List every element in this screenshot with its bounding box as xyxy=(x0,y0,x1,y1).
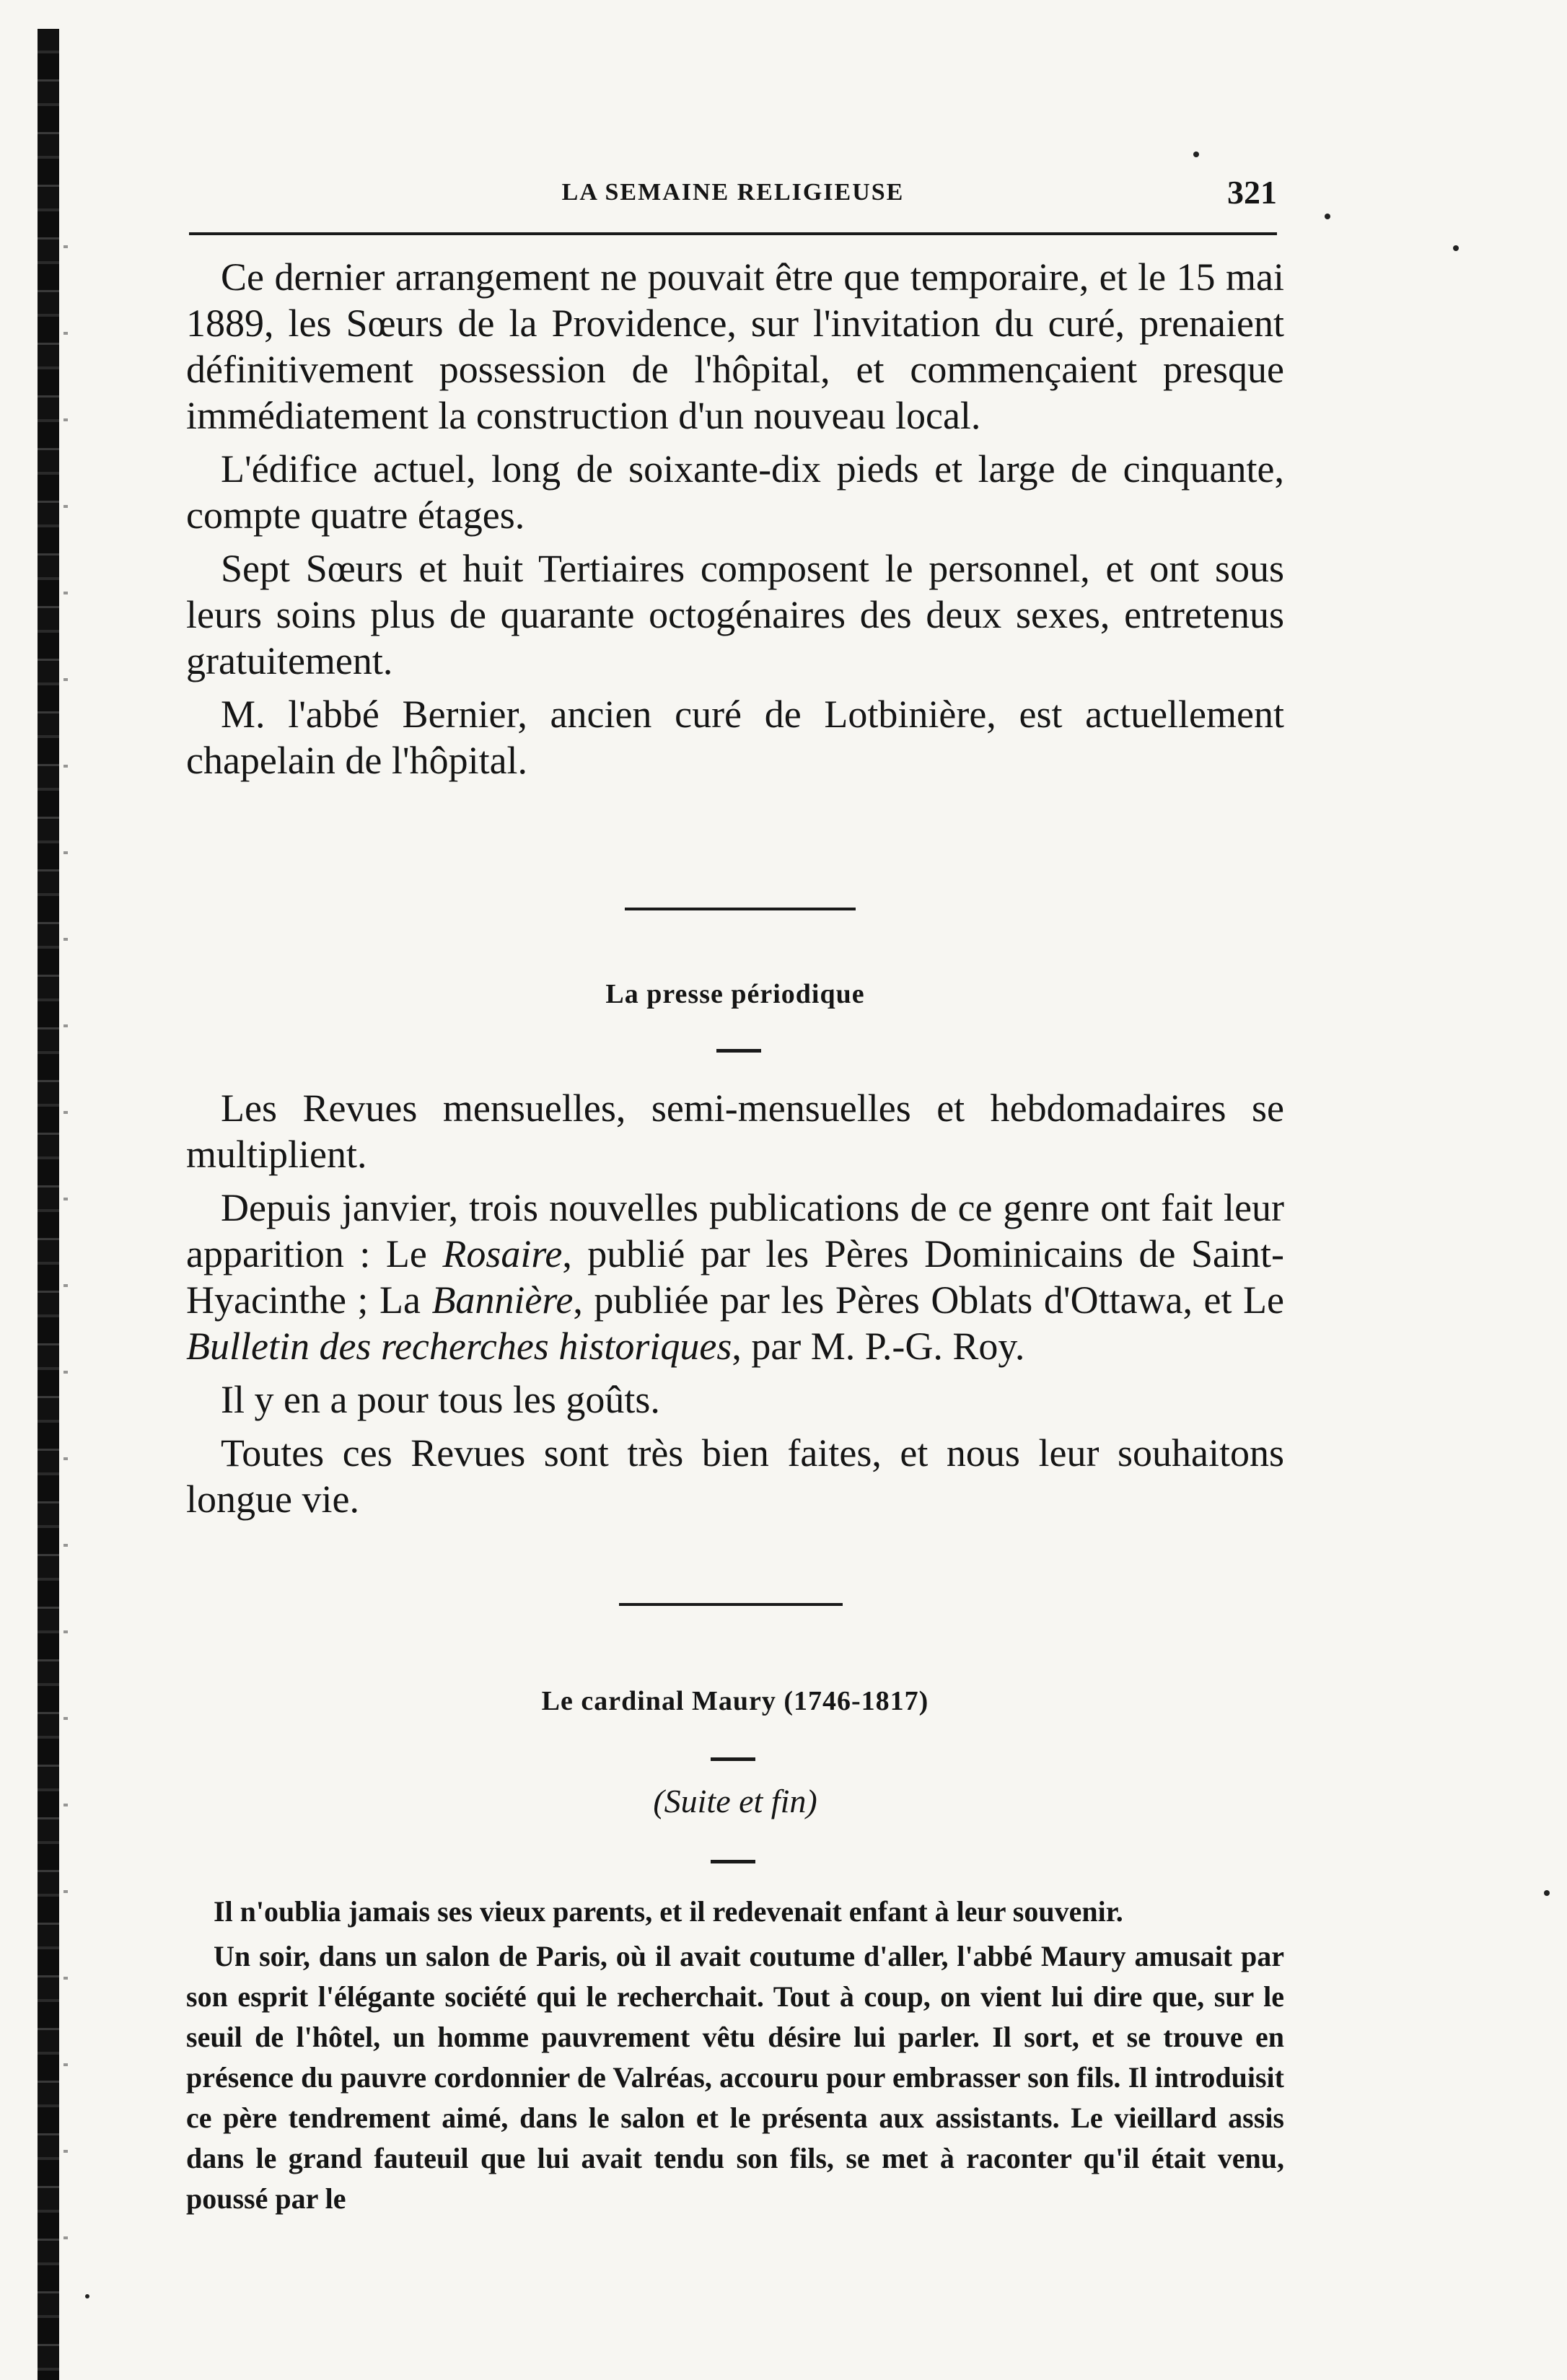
binding-edge xyxy=(38,29,59,2380)
title-dash xyxy=(716,1049,761,1053)
paragraph: L'édifice actuel, long de soixante-dix pieds et large de cinquante, compte quatre étages. xyxy=(186,447,1284,537)
paragraph: Sept Sœurs et huit Tertiaires composent le personnel, et ont sous leurs soins plus de quarante octogénaires des deux sexes, entretenus gratuitement. xyxy=(186,547,1284,682)
paragraph: Il n'oublia jamais ses vieux parents, et il redevenait enfant à leur souvenir. xyxy=(214,1895,1123,1928)
paragraph: Il y en a pour tous les goûts. xyxy=(221,1378,660,1421)
publication-title: Rosaire xyxy=(442,1232,563,1275)
page-header xyxy=(189,170,1277,221)
section-title: La presse périodique xyxy=(605,979,865,1009)
scan-speck xyxy=(1325,214,1330,219)
section-separator xyxy=(625,908,856,910)
text-run: , par M. P.-G. Roy. xyxy=(732,1325,1025,1368)
paragraph: Un soir, dans un salon de Paris, où il avait coutume d'aller, l'abbé Maury amusait par son esprit l'élégante société qui le recherchait. Tout à coup, on vient lui dire que, sur le seuil de l'hôtel, un homme pauvrement vêtu désire lui parler. Il sort, et se trouve en présence du pauvre cordonnier de Valréas, accouru pour embrasser son fils. Il introduisit ce père tendrement aimé, dans le salon et le présenta aux assistants. Le vieillard assis dans le grand fauteuil que lui avait tendu son fils, se met à raconter qu'il était venu, poussé par le xyxy=(186,1940,1284,2215)
text-run: , publiée par les Pères Oblats d'Ottawa, et Le xyxy=(573,1278,1284,1322)
paragraph: Les Revues mensuelles, semi-mensuelles et hebdomadaires se multiplient. xyxy=(186,1086,1284,1176)
scan-speck xyxy=(1544,1890,1550,1896)
paragraph: M. l'abbé Bernier, ancien curé de Lotbinière, est actuellement chapelain de l'hôpital. xyxy=(186,693,1284,782)
section-subtitle: (Suite et fin) xyxy=(653,1783,817,1819)
page-number: 321 xyxy=(1227,174,1277,211)
text-run: Depuis janvier, trois nouvelles publications de ce genre ont fait leur apparition : Le xyxy=(186,1186,1284,1275)
scan-speck xyxy=(85,2294,89,2298)
running-head: LA SEMAINE RELIGIEUSE xyxy=(561,179,905,206)
scan-speck xyxy=(1193,152,1199,157)
subtitle-dash xyxy=(711,1860,755,1863)
section-maury xyxy=(186,1892,1284,2219)
publication-title: Bulletin des recherches historiques xyxy=(186,1325,732,1368)
header-rule xyxy=(189,232,1277,235)
publication-title: Bannière xyxy=(431,1278,574,1322)
paragraph: Toutes ces Revues sont très bien faites, et nous leur souhaitons longue vie. xyxy=(186,1431,1284,1521)
binding-noise xyxy=(63,216,68,2309)
scan-speck xyxy=(1453,245,1459,251)
text-run: , publié par les Pères Dominicains de Saint-Hyacinthe ; La xyxy=(186,1232,1284,1322)
paragraph: Ce dernier arrangement ne pouvait être que temporaire, et le 15 mai 1889, les Sœurs de la Providence, sur l'invitation du curé, prenaient définitivement possession de l'hôpital, et commençaient presque immédiatement la construction d'un nouveau local. xyxy=(186,255,1284,437)
section-hospital xyxy=(186,254,1284,783)
section-title: Le cardinal Maury (1746-1817) xyxy=(541,1686,929,1716)
title-dash xyxy=(711,1757,755,1761)
section-separator xyxy=(619,1603,843,1606)
paragraph xyxy=(186,1185,1284,1369)
section-presse xyxy=(186,1085,1284,1522)
